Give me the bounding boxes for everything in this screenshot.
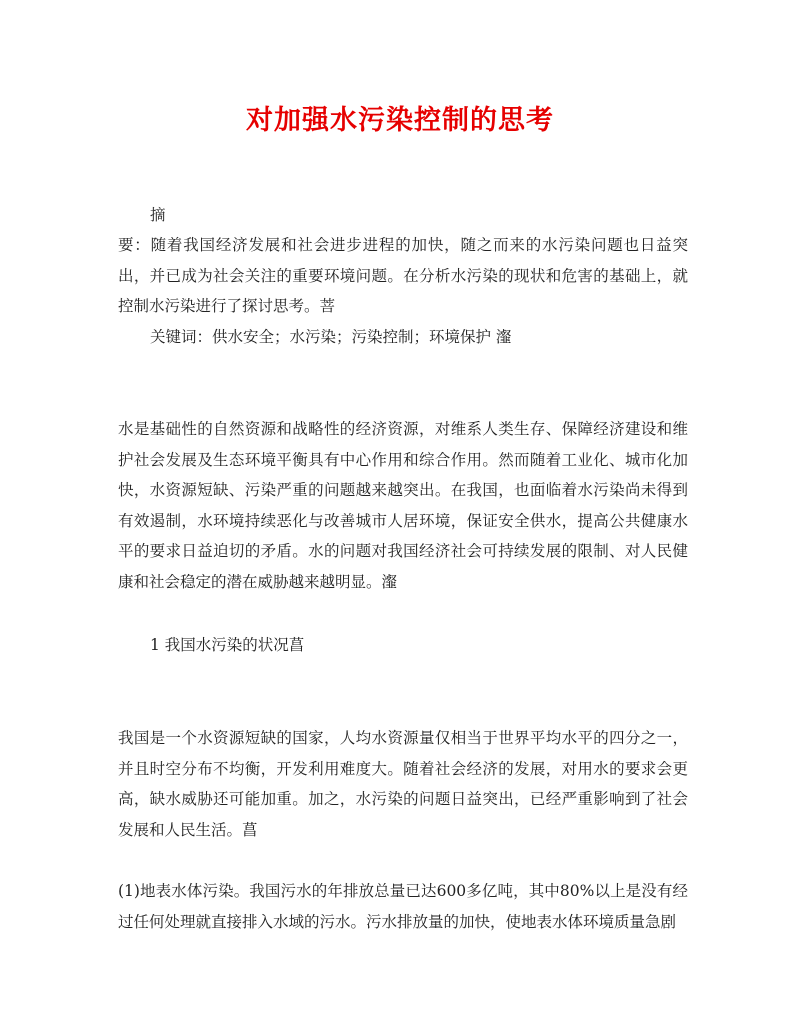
keywords-block [118, 322, 688, 353]
abstract-heading-block [118, 200, 688, 231]
abstract-text-block [118, 230, 688, 322]
intro-block [118, 414, 688, 597]
section1-paragraph: 我国是一个水资源短缺的国家，人均水资源量仅相当于世界平均水平的四分之一，并且时空分布不均衡，开发利用难度大。随着社会经济的发展，对用水的要求会更高，缺水威胁还可能加重。加之，水污染的问题日益突出，已经严重影响到了社会发展和人民生活。菖 [118, 729, 688, 839]
intro-paragraph: 水是基础性的自然资源和战略性的经济资源，对维系人类生存、保障经济建设和维护社会发展及生态环境平衡具有中心作用和综合作用。然而随着工业化、城市化加快，水资源短缺、污染严重的问题越来越突出。在我国，也面临着水污染尚未得到有效遏制，水环境持续恶化与改善城市人居环境，保证安全供水，提高公共健康水平的要求日益迫切的矛盾。水的问题对我国经济社会可持续发展的限制、对人民健康和社会稳定的潜在威胁越来越明显。瀣 [118, 420, 688, 591]
item1-block [118, 876, 688, 937]
section1-heading: 1 我国水污染的状况菖 [150, 636, 305, 654]
abstract-heading: 摘 [150, 206, 166, 224]
section1-block [118, 723, 688, 845]
keywords-line: 关键词：供水安全；水污染；污染控制；环境保护 瀣 [150, 328, 512, 346]
item1-paragraph: (1)地表水体污染。我国污水的年排放总量已达600多亿吨，其中80%以上是没有经过任何处理就直接排入水域的污水。污水排放量的加快，使地表水体环境质量急剧 [118, 882, 688, 931]
document-title: 对加强水污染控制的思考 [246, 105, 554, 136]
abstract-text: 要：随着我国经济发展和社会进步进程的加快，随之而来的水污染问题也日益突出，并已成为社会关注的重要环境问题。在分析水污染的现状和危害的基础上，就控制水污染进行了探讨思考。菩 [118, 236, 688, 315]
section1-heading-block [118, 630, 688, 661]
